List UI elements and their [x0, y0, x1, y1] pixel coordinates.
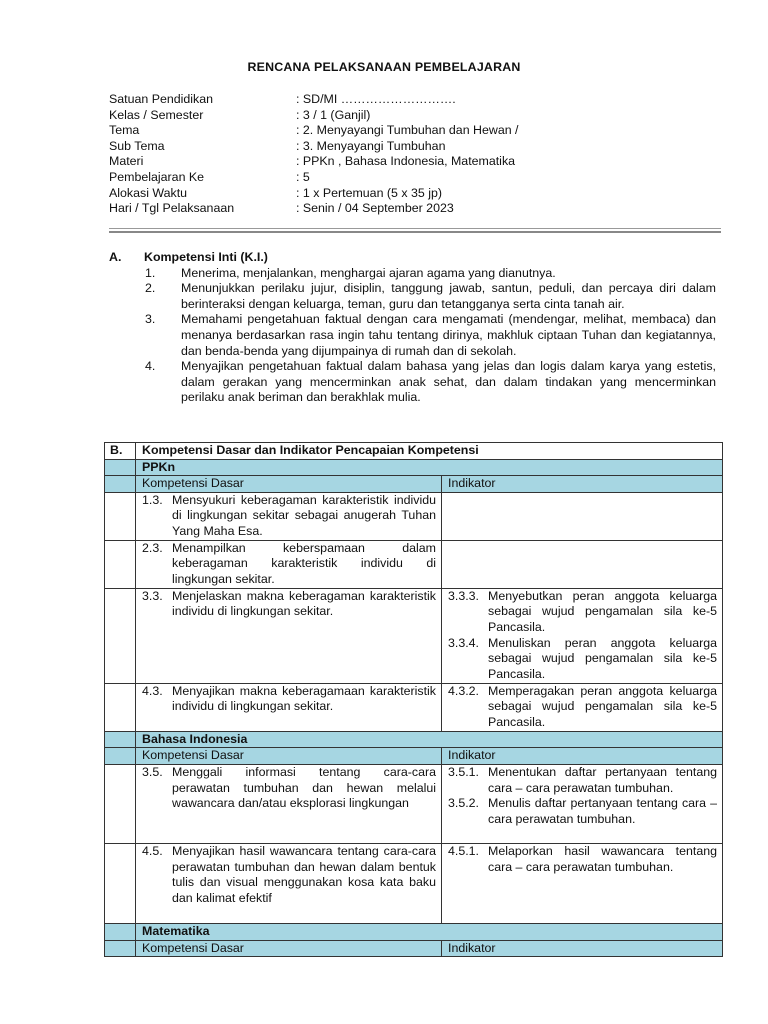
- ki-number: 4.: [145, 359, 156, 374]
- meta-row-lesson: [109, 170, 518, 186]
- column-header-indicator: Indikator: [442, 748, 723, 765]
- indicator-cell: [442, 540, 723, 588]
- empty-cell: [105, 764, 136, 843]
- empty-cell: [105, 923, 136, 940]
- column-header-indicator: Indikator: [442, 940, 723, 957]
- meta-key: Satuan Pendidikan: [109, 92, 214, 106]
- section-letter: B.: [105, 443, 136, 460]
- kd-number: 1.3.: [142, 492, 163, 507]
- kd-number: 3.3.: [142, 588, 163, 603]
- meta-key: Sub Tema: [109, 138, 165, 153]
- meta-row-time: [109, 186, 518, 202]
- indicator-text: Menentukan daftar pertanyaan tentang cara – cara perawatan tumbuhan.: [488, 764, 718, 795]
- kd-cell: [136, 764, 442, 843]
- indicator-item: [448, 844, 717, 875]
- meta-value: : 5: [296, 169, 310, 184]
- meta-key: Hari / Tgl Pelaksanaan: [109, 201, 235, 216]
- meta-row-subtheme: [109, 139, 518, 155]
- indicator-cell: [442, 843, 723, 923]
- indicator-number: 3.5.1.: [448, 764, 480, 779]
- empty-cell: [105, 476, 136, 493]
- empty-cell: [105, 940, 136, 957]
- table-title-row: [105, 443, 723, 460]
- subject-row-ppkn: [105, 459, 723, 476]
- kd-text: Menampilkan keberspamaan dalam keberagaman karakteristik individu di lingkungan sekitar.: [172, 540, 436, 586]
- kd-cell: [136, 492, 442, 540]
- meta-row-school: [109, 92, 518, 108]
- indicator-cell: [442, 492, 723, 540]
- empty-cell: [105, 459, 136, 476]
- ki-item: [109, 266, 721, 282]
- empty-cell: [105, 492, 136, 540]
- document-title: RENCANA PELAKSANAAN PEMBELAJARAN: [247, 60, 521, 74]
- indicator-item: [448, 589, 717, 636]
- empty-cell: [105, 588, 136, 683]
- ki-item: [109, 281, 721, 312]
- empty-cell: [105, 683, 136, 731]
- empty-cell: [105, 748, 136, 765]
- meta-key: Tema: [109, 123, 140, 138]
- subject-row-bahasa-indonesia: [105, 731, 723, 748]
- ki-number: 1.: [145, 265, 156, 280]
- ki-item: [109, 312, 721, 359]
- indicator-number: 3.5.2.: [448, 796, 480, 811]
- ki-text: Menerima, menjalankan, menghargai ajaran agama yang dianutnya.: [181, 265, 556, 280]
- ki-text: Menunjukkan perilaku jujur, disiplin, tanggung jawab, santun, peduli, dan percaya diri dalam berinteraksi dengan keluarga, teman, guru dan tetangganya serta cinta tanah air.: [181, 281, 716, 311]
- ki-text: Menyajikan pengetahuan faktual dalam bahasa yang jelas dan logis dalam karya yang estetis, dalam gerakan yang mencerminkan anak sehat, dan dalam tindakan yang mencerminkan perilaku anak beriman dan berakhlak mulia.: [181, 359, 716, 405]
- meta-row-date: [109, 201, 518, 217]
- column-header-kd: Kompetensi Dasar: [136, 748, 442, 765]
- indicator-text: Menuliskan peran anggota keluarga sebagai wujud pengamalan sila ke-5 Pancasila.: [488, 635, 718, 681]
- table-row: [105, 492, 723, 540]
- kd-number: 3.5.: [142, 764, 163, 779]
- ki-text: Memahami pengetahuan faktual dengan cara mengamati (mendengar, melihat, membaca) dan menanya berdasarkan rasa ingin tahu tentang dirinya, makhluk ciptaan Tuhan dan kegiatannya, dan benda-benda yang dijumpainya di rumah dan di sekolah.: [181, 312, 716, 358]
- subject-label: Bahasa Indonesia: [136, 731, 723, 748]
- meta-key: Kelas / Semester: [109, 107, 204, 122]
- indicator-item: [448, 765, 717, 796]
- section-core-competence: [109, 250, 721, 406]
- column-header-kd: Kompetensi Dasar: [136, 940, 442, 957]
- meta-key: Pembelajaran Ke: [109, 169, 205, 184]
- section-title: Kompetensi Inti (K.I.): [144, 250, 268, 264]
- column-header-indicator: Indikator: [442, 476, 723, 493]
- column-header-row: [105, 476, 723, 493]
- empty-cell: [105, 731, 136, 748]
- indicator-number: 4.5.1.: [448, 843, 480, 858]
- section-title: Kompetensi Dasar dan Indikator Pencapaian Kompetensi: [136, 443, 723, 460]
- kd-cell: [136, 683, 442, 731]
- kd-text: Mensyukuri keberagaman karakteristik individu di lingkungan sekitar sebagai anugerah Tuhan Yang Maha Esa.: [172, 492, 436, 538]
- indicator-text: Melaporkan hasil wawancara tentang cara – cara perawatan tumbuhan.: [488, 843, 718, 874]
- meta-key: Materi: [109, 154, 144, 169]
- section-letter: A.: [109, 250, 122, 264]
- meta-key: Alokasi Waktu: [109, 185, 188, 200]
- indicator-cell: [442, 764, 723, 843]
- meta-row-material: [109, 154, 518, 170]
- meta-value: : SD/MI ……………………….: [296, 92, 456, 106]
- table-row: [105, 540, 723, 588]
- indicator-item: [448, 684, 717, 731]
- subject-label: PPKn: [136, 459, 723, 476]
- table-row: [105, 843, 723, 923]
- kd-text: Menyajikan makna keberagamaan karakteristik individu di lingkungan sekitar.: [172, 683, 436, 714]
- subject-label: Matematika: [136, 923, 723, 940]
- kd-number: 4.3.: [142, 683, 163, 698]
- meta-value: : Senin / 04 September 2023: [296, 201, 454, 216]
- empty-cell: [105, 540, 136, 588]
- competence-table: [104, 442, 723, 957]
- column-header-row: [105, 940, 723, 957]
- kd-number: 2.3.: [142, 540, 163, 555]
- table-row: [105, 588, 723, 683]
- indicator-number: 3.3.3.: [448, 588, 480, 603]
- indicator-text: Menulis daftar pertanyaan tentang cara – cara perawatan tumbuhan.: [488, 796, 718, 826]
- divider-thick: [109, 231, 721, 233]
- meta-value: : PPKn , Bahasa Indonesia, Matematika: [296, 154, 516, 169]
- ki-number: 2.: [145, 281, 156, 296]
- column-header-kd: Kompetensi Dasar: [136, 476, 442, 493]
- column-header-row: [105, 748, 723, 765]
- meta-value: : 3 / 1 (Ganjil): [296, 107, 371, 122]
- indicator-number: 3.3.4.: [448, 635, 480, 650]
- meta-value: : 1 x Pertemuan (5 x 35 jp): [296, 185, 443, 200]
- identity-block: [109, 92, 518, 217]
- ki-item: [109, 359, 721, 406]
- meta-row-class: [109, 108, 518, 124]
- divider-thin: [109, 228, 721, 229]
- indicator-number: 4.3.2.: [448, 683, 480, 698]
- kd-cell: [136, 540, 442, 588]
- meta-value: : 3. Menyayangi Tumbuhan: [296, 138, 446, 153]
- indicator-text: Menyebutkan peran anggota keluarga sebagai wujud pengamalan sila ke-5 Pancasila.: [488, 588, 718, 634]
- meta-row-theme: [109, 123, 518, 139]
- kd-text: Menjelaskan makna keberagaman karakteristik individu di lingkungan sekitar.: [172, 588, 436, 619]
- indicator-item: [448, 636, 717, 683]
- indicator-text: Memperagakan peran anggota keluarga sebagai wujud pengamalan sila ke-5 Pancasila.: [488, 683, 718, 729]
- indicator-item: [448, 796, 717, 827]
- subject-row-matematika: [105, 923, 723, 940]
- kd-cell: [136, 588, 442, 683]
- indicator-cell: [442, 683, 723, 731]
- table-row: [105, 764, 723, 843]
- kd-text: Menyajikan hasil wawancara tentang cara-cara perawatan tumbuhan dan hewan dalam bentuk tulis dan visual menggunakan kosa kata baku dan kalimat efektif: [172, 843, 436, 905]
- kd-cell: [136, 843, 442, 923]
- ki-number: 3.: [145, 312, 156, 327]
- indicator-cell: [442, 588, 723, 683]
- meta-value: : 2. Menyayangi Tumbuhan dan Hewan /: [296, 123, 519, 138]
- table-row: [105, 683, 723, 731]
- empty-cell: [105, 843, 136, 923]
- kd-number: 4.5.: [142, 843, 163, 858]
- kd-text: Menggali informasi tentang cara-cara perawatan tumbuhan dan hewan melalui wawancara dan/atau eksplorasi lingkungan: [172, 764, 436, 811]
- section-heading: [109, 250, 721, 266]
